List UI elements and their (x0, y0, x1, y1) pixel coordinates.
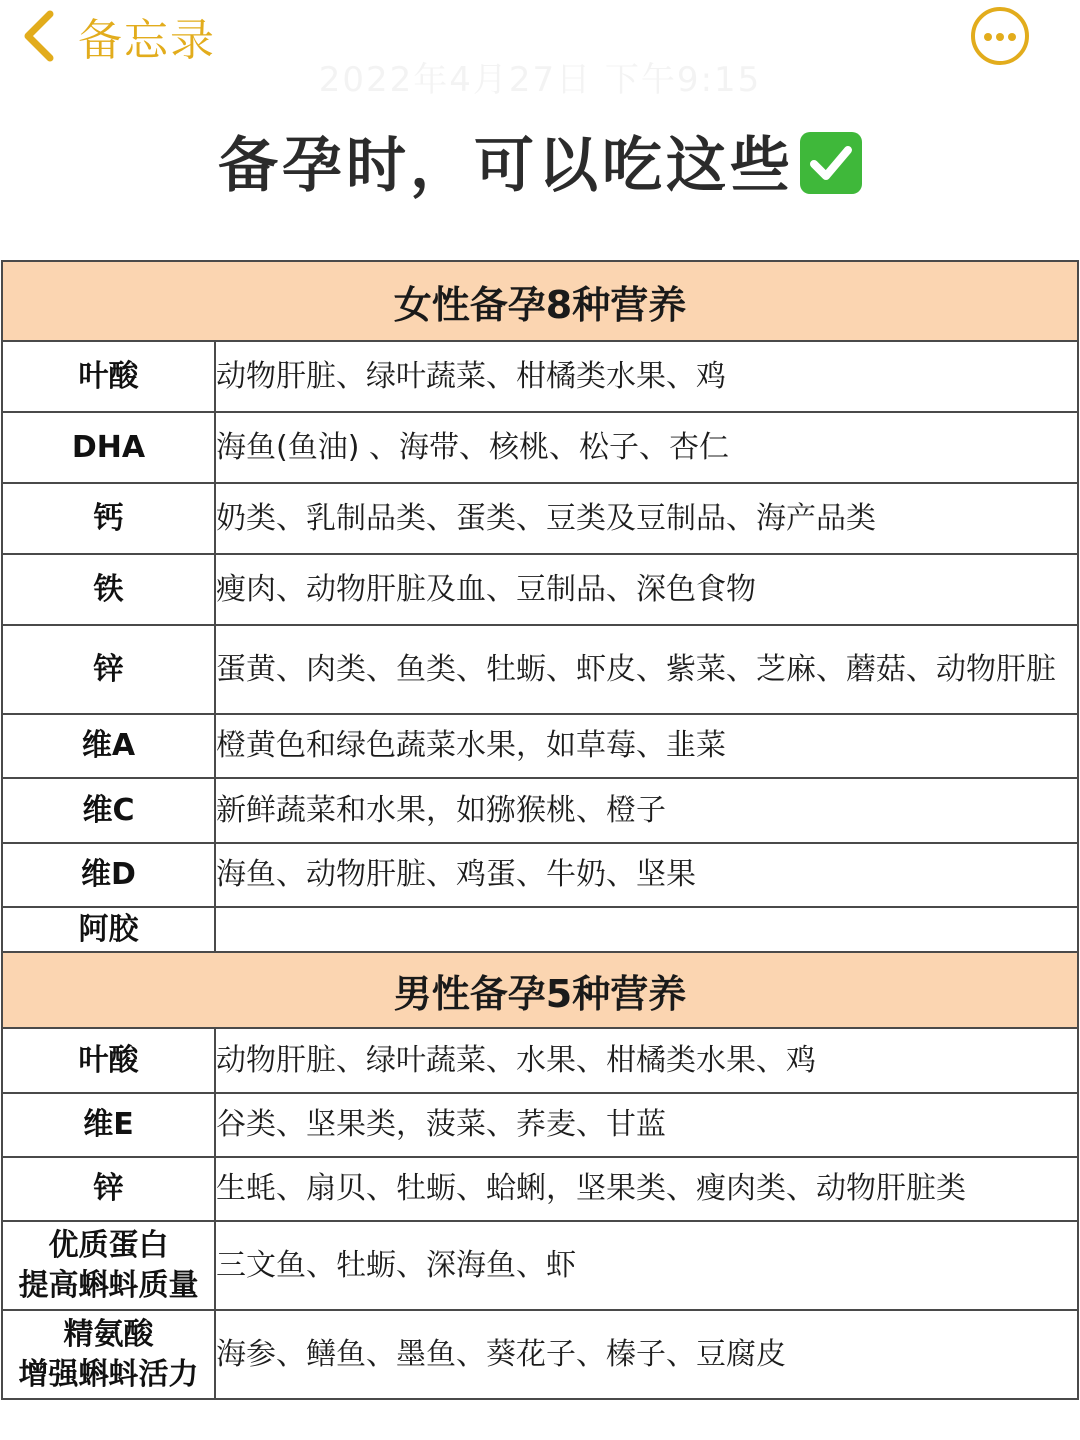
check-mark-icon (800, 132, 862, 194)
nutrient-name: 叶酸 (2, 341, 215, 412)
nutrient-note: 提高蝌蚪质量 (18, 1267, 199, 1303)
food-list: 蛋黄、肉类、鱼类、牡蛎、虾皮、紫菜、芝麻、蘑菇、动物肝脏 (215, 625, 1078, 714)
nutrient-name: 钙 (2, 483, 215, 554)
table-row (2, 483, 1078, 554)
food-list: 新鲜蔬菜和水果，如猕猴桃、橙子 (215, 778, 1078, 843)
food-list: 生蚝、扇贝、牡蛎、蛤蜊，坚果类、瘦肉类、动物肝脏类 (215, 1157, 1078, 1221)
food-list: 奶类、乳制品类、蛋类、豆类及豆制品、海产品类 (215, 483, 1078, 554)
nutrient-note: 增强蝌蚪活力 (18, 1356, 199, 1392)
food-list: 三文鱼、牡蛎、深海鱼、虾 (215, 1221, 1078, 1310)
nutrient-name: 维A (2, 714, 215, 778)
table-row (2, 907, 1078, 952)
nutrient-cell (2, 1310, 215, 1399)
table-row (2, 1310, 1078, 1399)
section-header-female (2, 261, 1078, 341)
table-row (2, 625, 1078, 714)
food-list: 海鱼(鱼油) 、海带、核桃、松子、杏仁 (215, 412, 1078, 483)
nutrient-name: 铁 (2, 554, 215, 625)
table-row (2, 1028, 1078, 1093)
food-list (215, 907, 1078, 952)
table-row (2, 341, 1078, 412)
nutrition-table (1, 260, 1079, 1400)
note-title-text: 备孕时，可以吃这些 (218, 131, 794, 201)
back-label: 备忘录 (78, 15, 216, 66)
nutrient-name: 精氨酸 (63, 1316, 154, 1352)
table-row (2, 1157, 1078, 1221)
nutrient-name: 锌 (2, 625, 215, 714)
table-row (2, 554, 1078, 625)
nutrient-name: 锌 (2, 1157, 215, 1221)
food-list: 谷类、坚果类，菠菜、荞麦、甘蓝 (215, 1093, 1078, 1157)
table-row (2, 1093, 1078, 1157)
food-list: 动物肝脏、绿叶蔬菜、柑橘类水果、鸡 (215, 341, 1078, 412)
section-heading: 女性备孕8种营养 (2, 261, 1078, 341)
food-list: 海鱼、动物肝脏、鸡蛋、牛奶、坚果 (215, 843, 1078, 907)
nutrient-name: 优质蛋白 (48, 1227, 169, 1263)
nutrient-name: 维E (2, 1093, 215, 1157)
nutrient-name: 叶酸 (2, 1028, 215, 1093)
food-list: 动物肝脏、绿叶蔬菜、水果、柑橘类水果、鸡 (215, 1028, 1078, 1093)
note-title (0, 118, 1080, 204)
food-list: 瘦肉、动物肝脏及血、豆制品、深色食物 (215, 554, 1078, 625)
food-list: 橙黄色和绿色蔬菜水果，如草莓、韭菜 (215, 714, 1078, 778)
food-list: 海参、鳝鱼、墨鱼、葵花子、榛子、豆腐皮 (215, 1310, 1078, 1399)
table-row (2, 843, 1078, 907)
nutrient-name: 维D (2, 843, 215, 907)
section-heading: 男性备孕5种营养 (2, 952, 1078, 1028)
nutrient-name: DHA (2, 412, 215, 483)
table-row (2, 412, 1078, 483)
table-row (2, 778, 1078, 843)
table-row (2, 1221, 1078, 1310)
section-header-male (2, 952, 1078, 1028)
nutrient-cell (2, 1221, 215, 1310)
nutrient-name: 维C (2, 778, 215, 843)
note-timestamp: 2022年4月27日 下午9:15 (318, 60, 762, 100)
table-row (2, 714, 1078, 778)
nutrient-name: 阿胶 (2, 907, 215, 952)
